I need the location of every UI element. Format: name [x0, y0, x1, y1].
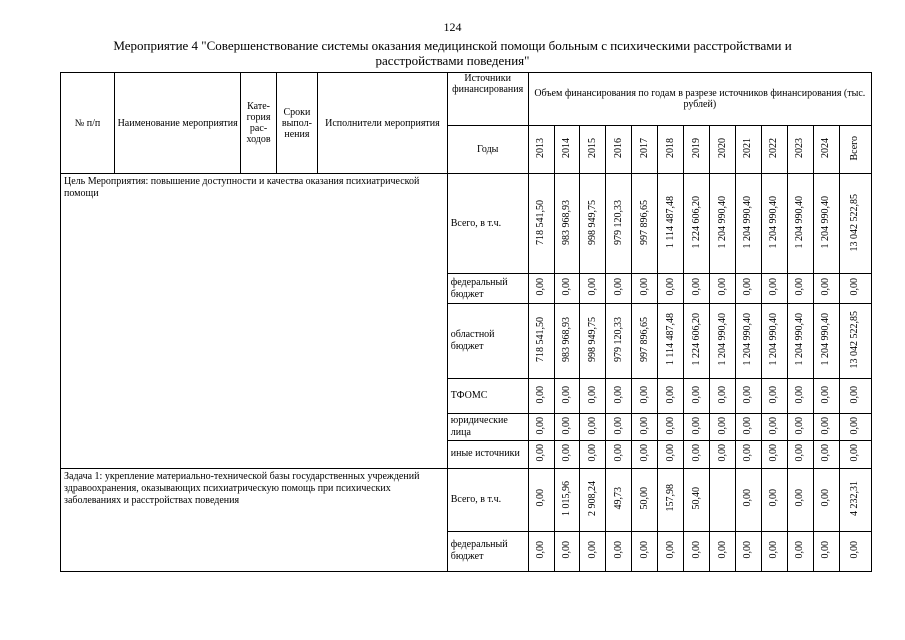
value-cell	[839, 274, 871, 304]
value-text: 1 015,96	[561, 480, 572, 516]
value-cell	[761, 304, 787, 379]
goal-text: Цель Мероприятия: повышение доступности и качества оказания психиатрической помощи	[61, 174, 448, 468]
value-cell	[813, 274, 839, 304]
value-cell	[658, 174, 684, 274]
value-text: 0,00	[690, 385, 702, 404]
value-text: 0,00	[820, 444, 832, 462]
value-text: 0,00	[716, 541, 728, 559]
value-cell	[736, 174, 762, 274]
value-text: 718 541,50	[535, 316, 547, 362]
value-cell	[606, 468, 632, 531]
value-text: 0,00	[638, 385, 650, 404]
year-header	[736, 125, 762, 174]
value-text: 4 232,31	[849, 480, 861, 516]
value-text: 0,00	[586, 385, 598, 404]
value-text: 1 204 990,40	[716, 196, 728, 249]
value-cell	[632, 531, 658, 571]
value-text: 0,00	[638, 541, 650, 559]
year-label: 2014	[561, 137, 572, 158]
year-label: 2023	[794, 137, 806, 158]
document-title: Мероприятие 4 "Совершенствование системы оказания медицинской помощи больным с психическими расстройствами и расстройствами поведения"	[113, 38, 792, 68]
value-text: 0,00	[535, 444, 547, 462]
value-cell	[606, 174, 632, 274]
value-text: 0,00	[561, 278, 572, 296]
year-header	[580, 125, 606, 174]
value-text: 0,00	[561, 444, 572, 462]
value-text: 0,00	[742, 416, 754, 435]
header-sources: Источники финансирования	[447, 73, 528, 126]
value-cell	[761, 468, 787, 531]
value-cell	[787, 468, 813, 531]
value-cell	[554, 378, 580, 413]
value-text: 0,00	[664, 444, 676, 462]
value-text: 0,00	[742, 278, 754, 296]
value-cell	[736, 468, 762, 531]
value-cell	[606, 531, 632, 571]
value-cell	[606, 378, 632, 413]
value-text: 0,00	[664, 416, 676, 435]
value-cell	[684, 174, 710, 274]
table-body	[61, 73, 872, 572]
funding-source-label: федеральный бюджет	[447, 531, 528, 571]
value-text: 0,00	[768, 416, 780, 435]
value-text: 983 968,93	[561, 199, 572, 245]
value-cell	[761, 174, 787, 274]
value-cell	[813, 378, 839, 413]
value-text: 1 114 487,48	[664, 196, 676, 249]
value-cell	[632, 468, 658, 531]
value-cell	[580, 378, 606, 413]
value-text: 0,00	[535, 385, 547, 404]
value-text: 0,00	[742, 444, 754, 462]
funding-source-label: федеральный бюджет	[447, 274, 528, 304]
value-text: 0,00	[794, 385, 806, 404]
value-cell	[787, 304, 813, 379]
value-cell	[632, 304, 658, 379]
value-cell	[554, 468, 580, 531]
table-row	[61, 468, 872, 531]
value-text: 0,00	[586, 541, 598, 559]
value-cell	[554, 413, 580, 440]
value-text: 0,00	[849, 385, 861, 404]
value-text: 0,00	[612, 416, 624, 435]
value-text: 0,00	[820, 541, 832, 559]
value-text: 50,00	[638, 486, 650, 510]
value-cell	[710, 413, 736, 440]
value-cell	[580, 413, 606, 440]
value-cell	[761, 531, 787, 571]
value-text: 0,00	[768, 541, 780, 559]
header-volume: Объем финансирования по годам в разрезе источников финансирования (тыс. рублей)	[528, 73, 871, 126]
value-cell	[736, 413, 762, 440]
value-text: 0,00	[690, 416, 702, 435]
year-header	[632, 125, 658, 174]
value-cell	[710, 274, 736, 304]
value-text: 979 120,33	[612, 316, 624, 362]
value-cell	[554, 304, 580, 379]
value-text: 13 042 522,85	[849, 310, 861, 369]
value-cell	[787, 378, 813, 413]
value-cell	[761, 413, 787, 440]
value-text: 49,73	[612, 486, 624, 510]
value-cell	[761, 274, 787, 304]
year-label: 2016	[612, 137, 624, 158]
header-category: Категория расходов	[241, 73, 276, 174]
value-text: 0,00	[690, 278, 702, 296]
value-text: 0,00	[535, 278, 547, 296]
value-cell	[684, 531, 710, 571]
year-label: 2021	[742, 137, 754, 158]
header-years: Годы	[447, 125, 528, 174]
value-cell	[528, 304, 554, 379]
value-cell	[684, 378, 710, 413]
page-number: 124	[443, 20, 462, 34]
value-cell	[554, 274, 580, 304]
year-header	[528, 125, 554, 174]
value-cell	[684, 413, 710, 440]
value-text: 0,00	[561, 416, 572, 435]
header-executors: Исполнители мероприятия	[318, 73, 448, 174]
value-cell	[580, 531, 606, 571]
value-text: 1 204 990,40	[820, 313, 832, 366]
value-text: 998 949,75	[586, 316, 598, 362]
value-cell	[632, 413, 658, 440]
value-cell	[839, 174, 871, 274]
value-cell	[736, 441, 762, 468]
funding-source-label: иные источники	[447, 441, 528, 468]
value-text: 0,00	[742, 385, 754, 404]
value-text: 0,00	[768, 385, 780, 404]
value-cell	[658, 531, 684, 571]
value-text: 0,00	[535, 416, 547, 435]
value-cell	[606, 304, 632, 379]
value-cell	[736, 304, 762, 379]
value-cell	[839, 441, 871, 468]
financing-table	[60, 72, 872, 572]
value-text: 0,00	[716, 385, 728, 404]
value-text: 1 224 606,20	[690, 196, 702, 249]
year-label: 2015	[586, 137, 598, 158]
value-text: 0,00	[849, 541, 861, 559]
value-cell	[813, 531, 839, 571]
value-cell	[839, 304, 871, 379]
value-cell	[787, 441, 813, 468]
value-text: 0,00	[716, 278, 728, 296]
value-text: 0,00	[690, 444, 702, 462]
value-cell	[710, 531, 736, 571]
value-text: 0,00	[794, 444, 806, 462]
funding-source-label: юридические лица	[447, 413, 528, 440]
value-cell	[528, 378, 554, 413]
year-header	[787, 125, 813, 174]
value-text: 0,00	[638, 416, 650, 435]
value-cell	[813, 441, 839, 468]
value-cell	[710, 378, 736, 413]
value-cell	[580, 441, 606, 468]
year-label: 2022	[768, 137, 780, 158]
value-cell	[528, 468, 554, 531]
year-label: 2013	[535, 137, 547, 158]
value-cell	[761, 441, 787, 468]
value-text: 0,00	[638, 444, 650, 462]
value-cell	[684, 468, 710, 531]
value-text: 1 204 990,40	[768, 196, 780, 249]
year-label: 2018	[664, 137, 676, 158]
value-cell	[736, 378, 762, 413]
value-text: 0,00	[768, 489, 780, 507]
value-cell	[710, 174, 736, 274]
task-text: Задача 1: укрепление материально-технической базы государственных учреждений здравоохранения, оказывающих психиатрическую помощь при психических заболеваниях и расстройствах поведения	[61, 468, 448, 571]
value-cell	[580, 274, 606, 304]
value-cell	[528, 531, 554, 571]
year-label: 2017	[638, 137, 650, 158]
value-cell	[606, 274, 632, 304]
value-text: 0,00	[716, 444, 728, 462]
value-cell	[580, 468, 606, 531]
value-text: 997 896,65	[638, 316, 650, 362]
value-text: 0,00	[742, 489, 754, 507]
year-label: 2024	[820, 137, 832, 158]
value-text: 0,00	[586, 278, 598, 296]
value-text: 50,40	[690, 486, 702, 510]
value-cell	[528, 274, 554, 304]
value-cell	[658, 441, 684, 468]
value-text: 1 204 990,40	[742, 196, 754, 249]
value-cell	[554, 441, 580, 468]
value-text: 0,00	[794, 416, 806, 435]
value-text: 718 541,50	[535, 199, 547, 245]
value-text: 0,00	[586, 416, 598, 435]
value-cell	[554, 531, 580, 571]
value-text: 0,00	[664, 541, 676, 559]
value-cell	[606, 441, 632, 468]
value-cell	[710, 441, 736, 468]
value-text: 0,00	[586, 444, 598, 462]
value-text: 1 204 990,40	[794, 196, 806, 249]
value-cell	[658, 304, 684, 379]
value-text: 1 204 990,40	[820, 196, 832, 249]
value-text: 997 896,65	[638, 199, 650, 245]
value-cell	[684, 441, 710, 468]
value-text: 1 204 990,40	[716, 313, 728, 366]
value-cell	[736, 531, 762, 571]
value-text: 0,00	[535, 489, 547, 507]
value-cell	[761, 378, 787, 413]
value-cell	[813, 468, 839, 531]
table-row	[61, 174, 872, 274]
value-text: 0,00	[820, 385, 832, 404]
value-cell	[632, 174, 658, 274]
value-cell	[658, 468, 684, 531]
value-cell	[528, 413, 554, 440]
value-cell	[632, 441, 658, 468]
value-text: 0,00	[612, 278, 624, 296]
value-text: 1 204 990,40	[742, 313, 754, 366]
value-cell	[710, 304, 736, 379]
year-header	[606, 125, 632, 174]
value-cell	[736, 274, 762, 304]
year-label: Всего	[849, 135, 861, 161]
value-text: 1 114 487,48	[664, 313, 676, 366]
value-text: 0,00	[742, 541, 754, 559]
value-text: 0,00	[561, 541, 572, 559]
value-cell	[839, 531, 871, 571]
value-text: 0,00	[690, 541, 702, 559]
value-text: 0,00	[612, 541, 624, 559]
value-text: 0,00	[849, 416, 861, 435]
value-cell	[839, 378, 871, 413]
value-cell	[580, 174, 606, 274]
header-terms: Сроки выполнения	[276, 73, 317, 174]
value-cell	[658, 274, 684, 304]
value-text: 1 204 990,40	[768, 313, 780, 366]
value-cell	[554, 174, 580, 274]
header-num: № п/п	[61, 73, 115, 174]
funding-source-label: ТФОМС	[447, 378, 528, 413]
value-text: 0,00	[820, 489, 832, 507]
value-cell	[839, 413, 871, 440]
value-text: 0,00	[561, 385, 572, 404]
year-header	[684, 125, 710, 174]
value-cell	[787, 531, 813, 571]
value-cell	[813, 304, 839, 379]
header-name: Наименование мероприятия	[114, 73, 241, 174]
value-text: 0,00	[664, 278, 676, 296]
header-row-1	[61, 73, 872, 126]
value-cell	[787, 174, 813, 274]
value-text: 0,00	[849, 444, 861, 462]
funding-source-label: Всего, в т.ч.	[447, 174, 528, 274]
value-cell	[632, 274, 658, 304]
year-header	[710, 125, 736, 174]
value-text: 1 204 990,40	[794, 313, 806, 366]
year-header	[839, 125, 871, 174]
value-cell	[528, 441, 554, 468]
value-cell	[684, 274, 710, 304]
year-label: 2020	[716, 137, 728, 158]
value-cell	[658, 378, 684, 413]
value-cell	[606, 413, 632, 440]
value-text: 1 224 606,20	[690, 313, 702, 366]
value-text: 998 949,75	[586, 199, 598, 245]
value-text: 0,00	[612, 385, 624, 404]
value-text: 0,00	[794, 489, 806, 507]
value-cell	[787, 413, 813, 440]
value-text: 0,00	[768, 278, 780, 296]
value-text: 0,00	[820, 416, 832, 435]
value-cell	[632, 378, 658, 413]
value-text: 0,00	[794, 278, 806, 296]
value-text: 979 120,33	[612, 199, 624, 245]
value-text: 157,98	[664, 484, 676, 512]
value-cell	[813, 413, 839, 440]
value-cell	[787, 274, 813, 304]
value-cell	[684, 304, 710, 379]
value-cell	[813, 174, 839, 274]
value-cell	[658, 413, 684, 440]
year-header	[813, 125, 839, 174]
year-header	[658, 125, 684, 174]
funding-source-label: областной бюджет	[447, 304, 528, 379]
year-label: 2019	[690, 137, 702, 158]
year-header	[554, 125, 580, 174]
value-text: 2 908,24	[586, 480, 598, 516]
value-text: 0,00	[768, 444, 780, 462]
value-text: 0,00	[849, 278, 861, 296]
value-text: 983 968,93	[561, 316, 572, 362]
value-text: 0,00	[716, 416, 728, 435]
value-cell	[710, 468, 736, 531]
value-text: 0,00	[612, 444, 624, 462]
year-header	[761, 125, 787, 174]
value-text: 0,00	[638, 278, 650, 296]
value-cell	[528, 174, 554, 274]
value-text: 0,00	[664, 385, 676, 404]
funding-source-label: Всего, в т.ч.	[447, 468, 528, 531]
value-text: 0,00	[820, 278, 832, 296]
value-cell	[580, 304, 606, 379]
value-text: 0,00	[535, 541, 547, 559]
value-text: 0,00	[794, 541, 806, 559]
value-cell	[839, 468, 871, 531]
value-text: 13 042 522,85	[849, 193, 861, 252]
